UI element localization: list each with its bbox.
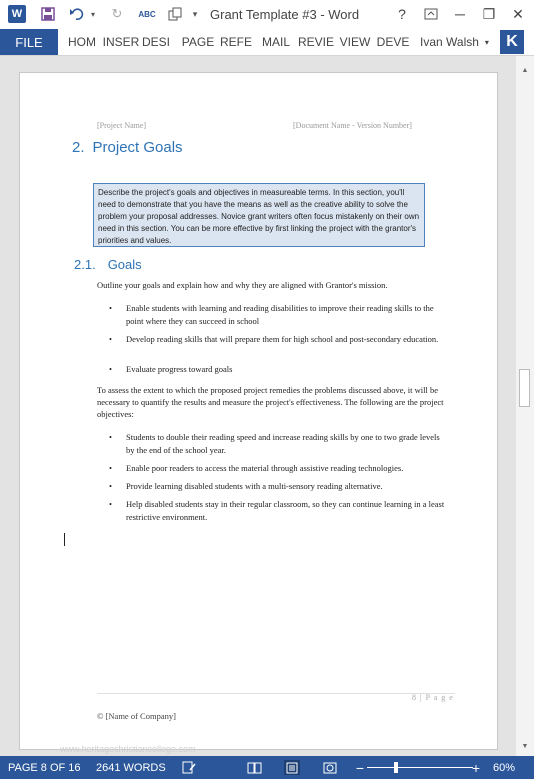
status-bar	[0, 756, 534, 779]
assess-paragraph: To assess the extent to which the proposed project remedies the problems discussed above, it will be necessary to quantify the results and measure the project's effectiveness. The following are the project objectives:	[97, 385, 444, 419]
word-count[interactable]: 2641 WORDS	[96, 761, 166, 774]
close-icon[interactable]: ✕	[512, 5, 524, 22]
zoom-level[interactable]: 60%	[493, 761, 516, 774]
tab-insert[interactable]: INSER	[103, 29, 139, 55]
list-item: • Evaluate progress toward goals	[109, 363, 449, 376]
heading-project-goals	[72, 139, 183, 156]
subheading-text: Goals	[107, 257, 142, 272]
watermark-text: www.heritagechristiancollege.com	[60, 744, 196, 754]
list-item: • Enable poor readers to access the material through assistive reading technologies.	[109, 462, 449, 475]
document-page[interactable]	[19, 72, 498, 754]
title-bar	[0, 0, 534, 29]
save-icon[interactable]	[38, 4, 58, 24]
proofing-icon[interactable]	[181, 760, 197, 775]
customize-toolbar-icon[interactable]: ▾	[192, 8, 198, 19]
text-cursor	[64, 533, 65, 546]
tab-mailings[interactable]: MAIL	[259, 29, 293, 55]
user-account[interactable]	[420, 29, 489, 55]
print-layout-icon[interactable]	[284, 760, 300, 775]
heading-goals	[74, 257, 142, 272]
footer-page-number: 8 | P a g e	[412, 693, 454, 702]
list-item: • Provide learning disabled students with a multi-sensory reading alternative.	[109, 480, 449, 493]
scroll-down-icon[interactable]: ▼	[521, 742, 529, 750]
ribbon-display-icon[interactable]	[417, 4, 445, 24]
undo-dropdown-icon[interactable]: ▾	[90, 9, 95, 19]
zoom-in-icon[interactable]: +	[471, 759, 481, 776]
heading-number: 2.	[72, 139, 85, 156]
tab-home[interactable]: HOM	[62, 29, 102, 55]
tab-design[interactable]: DESI	[140, 29, 172, 55]
avatar[interactable]: K	[500, 30, 524, 54]
read-mode-icon[interactable]	[246, 760, 262, 775]
account-dropdown-icon: ▾	[484, 37, 489, 47]
minimize-icon[interactable]: ─	[455, 6, 465, 22]
list-item: • Develop reading skills that will prepare them for high school and post-secondary education.	[109, 333, 449, 346]
list-item: • Help disabled students stay in their regular classroom, so they can continue learning in a least restrictive environment.	[109, 498, 449, 523]
tab-references[interactable]: REFE	[219, 29, 253, 55]
vertical-scrollbar[interactable]	[516, 56, 534, 756]
redo-icon[interactable]: ↻	[111, 6, 123, 21]
undo-icon[interactable]	[66, 4, 88, 24]
tab-developer[interactable]: DEVE	[376, 29, 410, 55]
web-layout-icon[interactable]	[322, 760, 338, 775]
user-name: Ivan Walsh	[420, 35, 479, 49]
scroll-up-icon[interactable]: ▲	[521, 66, 529, 74]
list-item: • Students to double their reading speed and increase reading skills by one to two grade levels by the end of the school year.	[109, 431, 449, 456]
tab-view[interactable]: VIEW	[339, 29, 371, 55]
header-project-name: [Project Name]	[97, 121, 147, 130]
format-icon[interactable]	[165, 4, 185, 24]
zoom-slider[interactable]	[367, 767, 473, 768]
scroll-thumb[interactable]	[519, 369, 530, 407]
heading-text: Project Goals	[92, 139, 183, 156]
tab-file[interactable]: FILE	[0, 29, 58, 55]
list-item: • Enable students with learning and reading disabilities to improve their reading skills to the point where they can succeed in school	[109, 302, 449, 327]
instruction-callout: Describe the project's goals and objectives in measureable terms. In this section, you'll need to demonstrate that you have the means as well as the creative ability to solve the problem your proposal addresses. Novice grant writers often focus mistakenly on their own need in this section. You can be more effective by first linking the project with the grantor's priorities and values.	[93, 183, 425, 247]
footer-company: © [Name of Company]	[97, 711, 176, 721]
help-icon[interactable]: ?	[398, 6, 406, 22]
subheading-number: 2.1.	[74, 257, 96, 272]
spelling-icon[interactable]: ABC	[138, 9, 156, 19]
tab-page-layout[interactable]: PAGE	[180, 29, 216, 55]
window-title: Grant Template #3 - Word	[210, 7, 360, 22]
ribbon-tab-bar	[0, 29, 534, 55]
tab-review[interactable]: REVIE	[298, 29, 334, 55]
restore-icon[interactable]: ❐	[482, 5, 496, 22]
page-indicator[interactable]: PAGE 8 OF 16	[8, 761, 81, 774]
zoom-out-icon[interactable]: −	[355, 759, 365, 776]
zoom-slider-thumb[interactable]	[394, 762, 398, 773]
goals-intro: Outline your goals and explain how and why they are aligned with Grantor's mission.	[97, 280, 388, 290]
header-document-name: [Document Name - Version Number]	[293, 121, 412, 130]
word-logo-icon[interactable]: W	[8, 5, 26, 23]
document-area[interactable]	[0, 56, 516, 756]
